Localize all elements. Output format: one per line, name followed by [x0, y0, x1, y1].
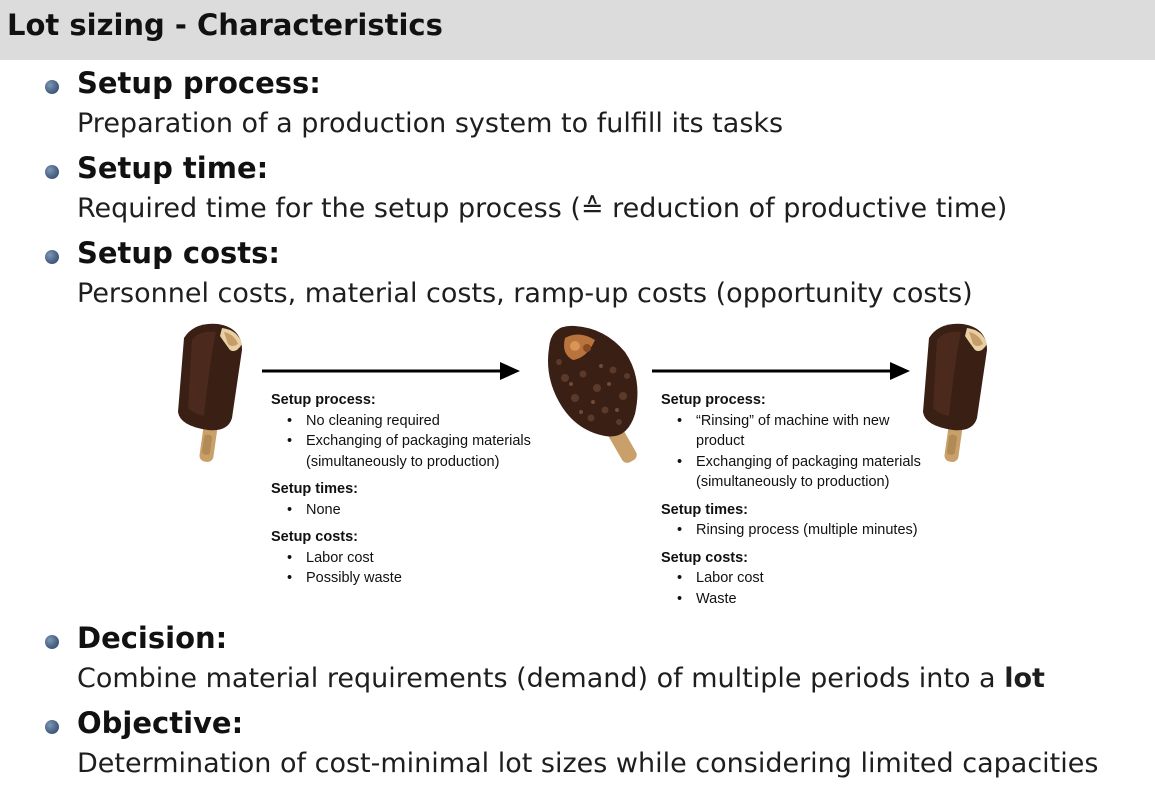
list-item: • No cleaning required — [271, 411, 531, 432]
ice-cream-bar-icon — [915, 320, 995, 465]
bullet-body-emphasis: lot — [1004, 663, 1045, 694]
setup-times-list — [271, 500, 531, 521]
transition-2-info — [661, 390, 921, 609]
setup-times-label: Setup times: — [661, 501, 749, 518]
list-item: • Labor cost — [271, 548, 531, 569]
title-bar — [0, 0, 1155, 60]
setup-process-list — [661, 411, 921, 493]
setup-costs-list — [661, 568, 921, 609]
ice-cream-nut-bar-icon — [535, 318, 650, 468]
bullet-heading: Setup time: — [77, 151, 269, 185]
bullet-heading: Objective: — [77, 706, 244, 740]
page-title: Lot sizing - Characteristics — [7, 8, 443, 42]
transition-1-info — [271, 390, 531, 589]
bullet-heading: Decision: — [77, 621, 228, 655]
setup-process-label: Setup process: — [661, 392, 766, 408]
ice-cream-bar-icon — [170, 320, 250, 465]
bullet-icon — [45, 80, 59, 94]
setup-times-label: Setup times: — [271, 481, 359, 497]
bullet-body-text: Combine material requirements (demand) of multiple periods into a — [77, 663, 1005, 694]
bullet-icon — [45, 165, 59, 179]
list-item: • Waste — [661, 589, 921, 610]
list-item: • Labor cost — [661, 568, 921, 589]
bullet-body: Personnel costs, material costs, ramp-up costs (opportunity costs) — [77, 278, 973, 309]
bullet-icon — [45, 720, 59, 734]
arrow-right-icon — [652, 360, 914, 384]
bullet-heading: Setup process: — [77, 66, 321, 100]
list-item: • Possibly waste — [271, 568, 531, 589]
setup-times-list — [661, 520, 921, 541]
list-item: • Exchanging of packaging materials (simultaneously to production) — [271, 431, 531, 472]
bullet-icon — [45, 250, 59, 264]
list-item: • Rinsing process (multiple minutes) — [661, 520, 921, 541]
list-item: • None — [271, 500, 531, 521]
arrow-right-icon — [262, 360, 524, 384]
bullet-body: Required time for the setup process (≙ reduction of productive time) — [77, 193, 1008, 224]
setup-process-list — [271, 411, 531, 473]
list-item: • “Rinsing” of machine with new product — [661, 411, 921, 452]
setup-costs-label: Setup costs: — [271, 529, 359, 545]
bullet-body: Determination of cost-minimal lot sizes while considering limited capacities — [77, 748, 1099, 779]
setup-process-label: Setup process: — [271, 392, 376, 408]
bullet-body: Preparation of a production system to fulfill its tasks — [77, 108, 784, 139]
setup-costs-list — [271, 548, 531, 589]
bullet-icon — [45, 635, 59, 649]
list-item: • Exchanging of packaging materials (simultaneously to production) — [661, 452, 921, 493]
bullet-heading: Setup costs: — [77, 236, 281, 270]
bullet-body — [77, 663, 1045, 694]
setup-costs-label: Setup costs: — [661, 549, 749, 566]
